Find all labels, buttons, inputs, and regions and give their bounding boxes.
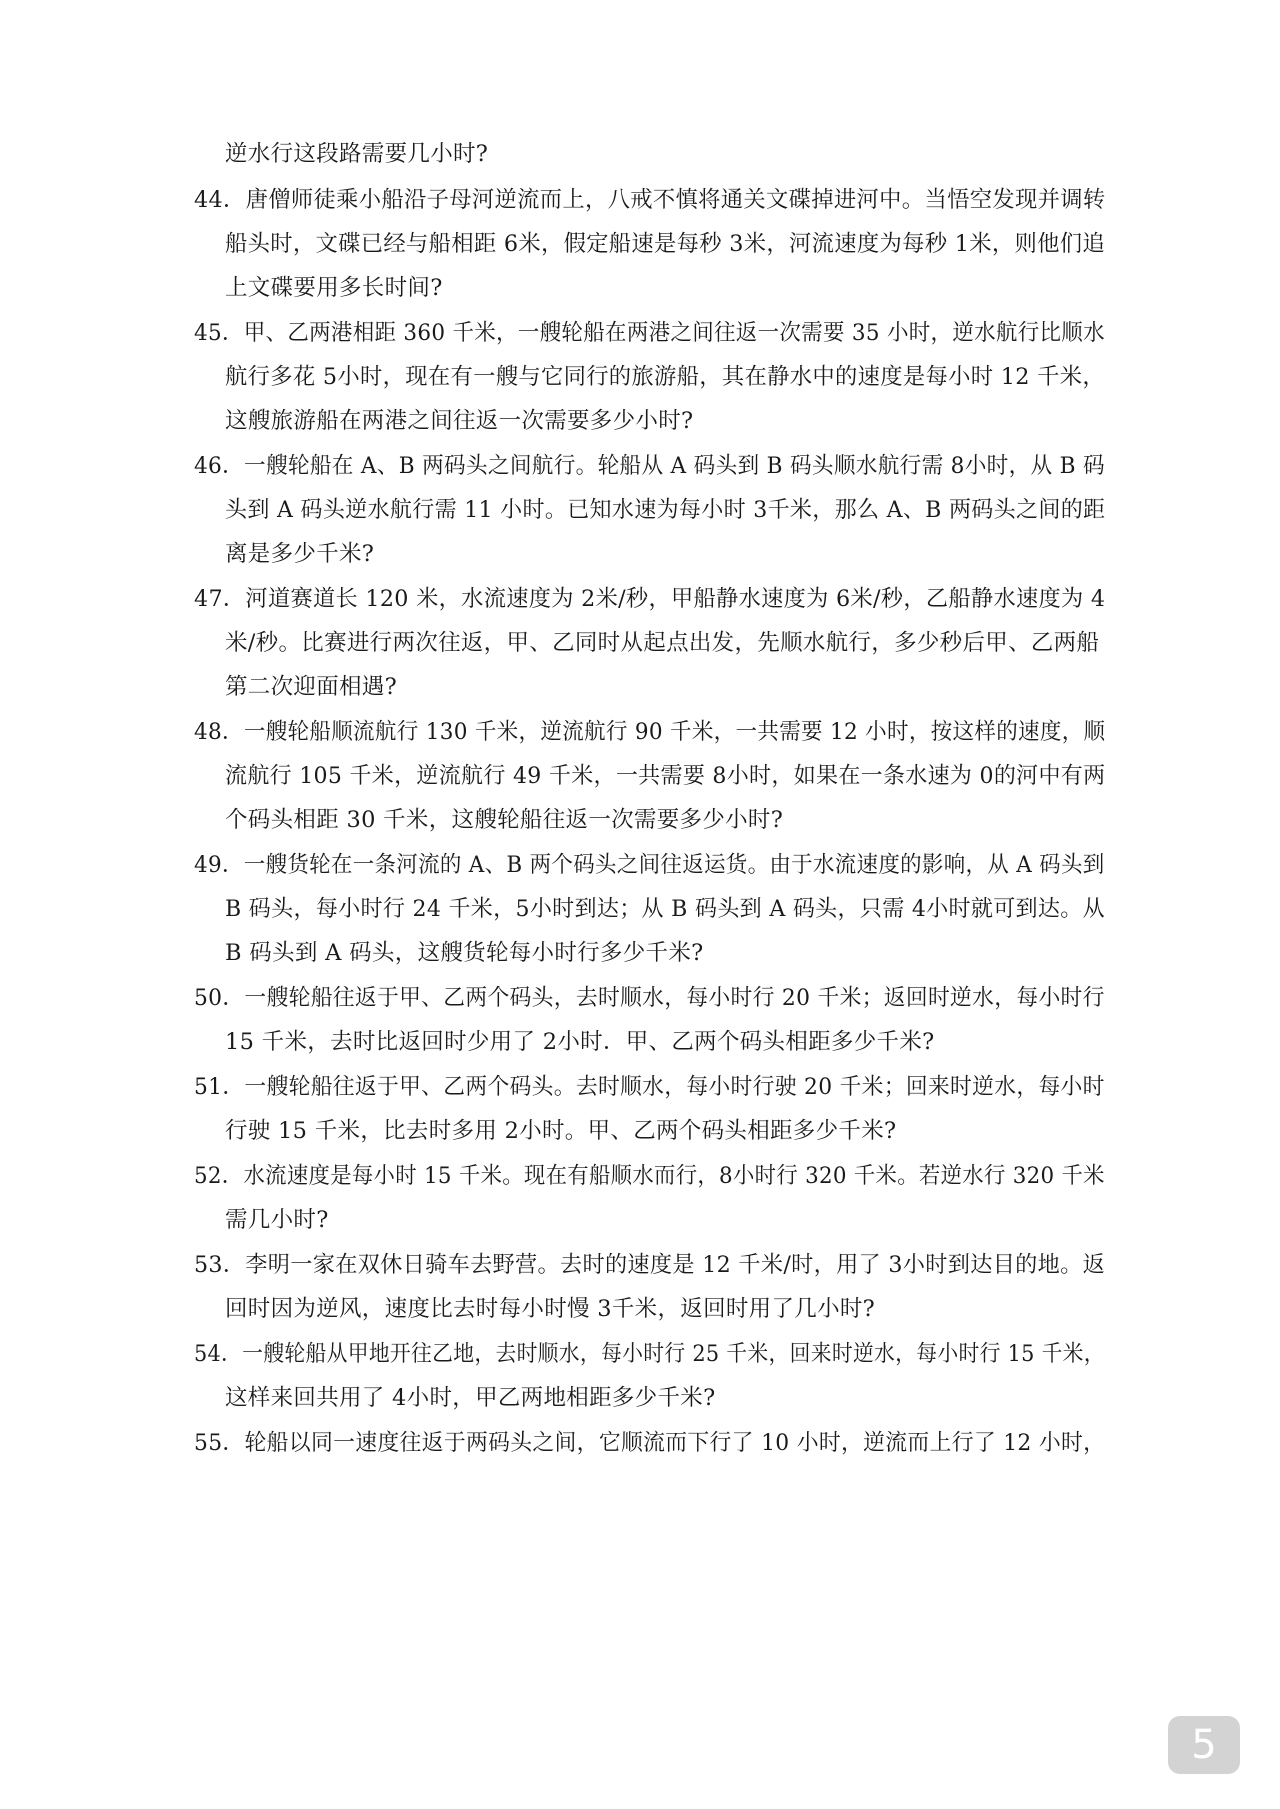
- problem-45-line-3: 这艘旅游船在两港之间往返一次需要多少小时?: [225, 408, 694, 434]
- problem-49-line-2: B 码头，每小时行 24 千米，5小时到达；从 B 码头到 A 码头，只需 4小时就可到达。从: [225, 896, 1105, 922]
- problem-51-line-2: 行驶 15 千米，比去时多用 2小时。甲、乙两个码头相距多少千米?: [225, 1118, 897, 1144]
- problem-50-line-1: 50．一艘轮船往返于甲、乙两个码头，去时顺水，每小时行 20 千米；返回时逆水，每小时行: [194, 985, 1105, 1011]
- problem-49-line-1: 49．一艘货轮在一条河流的 A、B 两个码头之间往返运货。由于水流速度的影响，从 A 码头到: [194, 852, 1105, 878]
- problem-44-line-2: 船头时，文碟已经与船相距 6米，假定船速是每秒 3米，河流速度为每秒 1米，则他们追: [225, 231, 1106, 257]
- problem-47-line-2: 米/秒。比赛进行两次往返，甲、乙同时从起点出发，先顺水航行，多少秒后甲、乙两船: [225, 630, 1100, 656]
- problem-45-line-1: 45．甲、乙两港相距 360 千米，一艘轮船在两港之间往返一次需要 35 小时，逆水航行比顺水: [194, 320, 1105, 346]
- problem-44-line-3: 上文碟要用多长时间?: [225, 275, 443, 301]
- problem-46-line-2: 头到 A 码头逆水航行需 11 小时。已知水速为每小时 3千米，那么 A、B 两码头之间的距: [225, 497, 1106, 523]
- problem-52-line-2: 需几小时?: [225, 1207, 329, 1233]
- problem-46-line-3: 离是多少千米?: [225, 541, 375, 567]
- problem-45-line-2: 航行多花 5小时，现在有一艘与它同行的旅游船，其在静水中的速度是每小时 12 千米，: [225, 364, 1106, 390]
- problem-48-line-2: 流航行 105 千米，逆流航行 49 千米，一共需要 8小时，如果在一条水速为 0的河中有两: [225, 763, 1106, 789]
- problem-54-line-2: 这样来回共用了 4小时，甲乙两地相距多少千米?: [225, 1385, 716, 1411]
- problem-50-line-2: 15 千米，去时比返回时少用了 2小时．甲、乙两个码头相距多少千米?: [225, 1029, 935, 1055]
- problem-48-line-1: 48．一艘轮船顺流航行 130 千米，逆流航行 90 千米，一共需要 12 小时，按这样的速度，顺: [194, 719, 1106, 745]
- problem-54-line-1: 54．一艘轮船从甲地开往乙地，去时顺水，每小时行 25 千米，回来时逆水，每小时行 15 千米，: [194, 1341, 1105, 1367]
- problem-52-line-1: 52．水流速度是每小时 15 千米。现在有船顺水而行，8小时行 320 千米。若逆水行 320 千米: [194, 1163, 1105, 1189]
- problem-53-line-1: 53．李明一家在双休日骑车去野营。去时的速度是 12 千米/时，用了 3小时到达目的地。返: [194, 1252, 1106, 1278]
- problem-44-line-1: 44．唐僧师徒乘小船沿子母河逆流而上，八戒不慎将通关文碟掉进河中。当悟空发现并调转: [194, 187, 1106, 213]
- problem-47-line-1: 47．河道赛道长 120 米，水流速度为 2米/秒，甲船静水速度为 6米/秒，乙船静水速度为 4: [194, 586, 1106, 612]
- problem-46-line-1: 46．一艘轮船在 A、B 两码头之间航行。轮船从 A 码头到 B 码头顺水航行需 8小时，从 B 码: [194, 453, 1105, 479]
- problem-48-line-3: 个码头相距 30 千米，这艘轮船往返一次需要多少小时?: [225, 807, 784, 833]
- problem-51-line-1: 51．一艘轮船往返于甲、乙两个码头。去时顺水，每小时行驶 20 千米；回来时逆水，每小时: [194, 1074, 1105, 1100]
- problem-49-line-3: B 码头到 A 码头，这艘货轮每小时行多少千米?: [225, 940, 704, 966]
- problem-55-line-1: 55．轮船以同一速度往返于两码头之间，它顺流而下行了 10 小时，逆流而上行了 12 小时，: [194, 1430, 1106, 1456]
- problem-53-line-2: 回时因为逆风，速度比去时每小时慢 3千米，返回时用了几小时?: [225, 1296, 876, 1322]
- page-number-badge: 5: [1168, 1716, 1240, 1774]
- problem-47-line-3: 第二次迎面相遇?: [225, 674, 397, 700]
- problem-43-tail: 逆水行这段路需要几小时?: [225, 141, 489, 167]
